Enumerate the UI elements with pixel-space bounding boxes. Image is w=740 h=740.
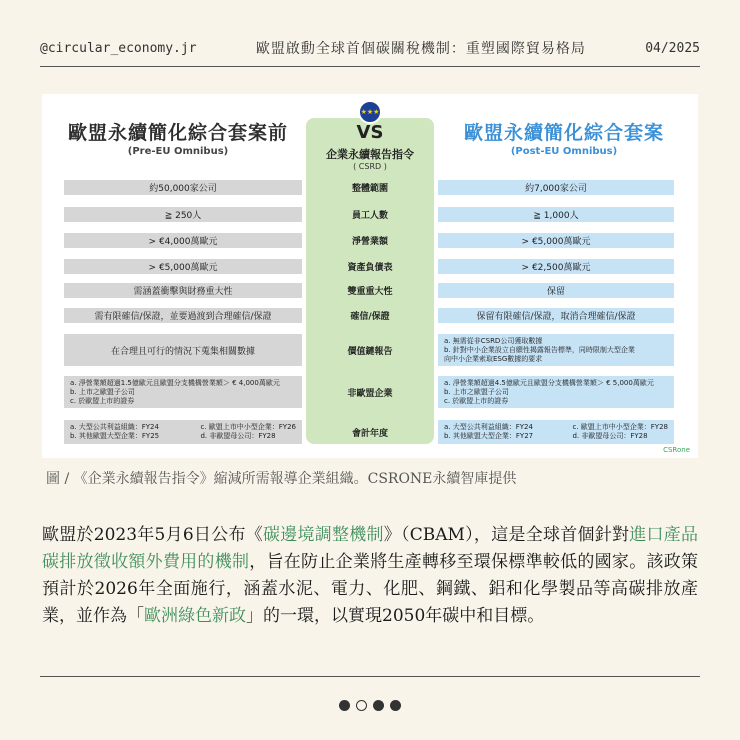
- fiscal-right-line: a. 大型公共利益組織：FY24: [444, 423, 533, 431]
- row-scope-left: 約50,000家公司: [64, 180, 302, 195]
- eu-flag-icon: ★★★: [358, 100, 382, 124]
- row-fiscal-right: [438, 420, 674, 444]
- row-materiality-right: 保留: [438, 283, 674, 298]
- post-header: [40, 36, 700, 60]
- post-title: 歐盟啟動全球首個碳關稅機制：重塑國際貿易格局: [255, 41, 586, 57]
- row-non-eu-right: [438, 376, 674, 408]
- row-materiality-left: 需涵蓋衝擊與財務重大性: [64, 283, 302, 298]
- row-employees-left: ≧ 250人: [64, 207, 302, 222]
- row-value-chain-right: [438, 334, 674, 366]
- page-dot-3[interactable]: [373, 700, 384, 711]
- pagination-dots: [0, 700, 740, 711]
- vs-label: VS: [356, 122, 384, 143]
- page-dot-1[interactable]: [339, 700, 350, 711]
- post-omnibus-subtitle: (Post-EU Omnibus): [510, 146, 618, 157]
- row-scope-right: 約7,000家公司: [438, 180, 674, 195]
- row-assurance-left: 需有限確信/保證，並要過渡到合理確信/保證: [64, 308, 302, 323]
- fiscal-right-line: d. 非歐盟母公司：FY28: [572, 432, 648, 440]
- row-non-eu-left: [64, 376, 302, 408]
- row-turnover-left: > €4,000萬歐元: [64, 233, 302, 248]
- row-turnover-center: 淨營業額: [351, 237, 388, 247]
- comparison-figure: [42, 94, 698, 458]
- row-fiscal-center: 會計年度: [351, 428, 388, 439]
- page-dot-2-current[interactable]: [356, 700, 367, 711]
- row-balance-right: > €2,500萬歐元: [438, 259, 674, 274]
- fiscal-left-line: d. 非歐盟母公司：FY28: [200, 432, 276, 440]
- body-text-segment: 》（CBAM），這是全球首個針對: [383, 525, 630, 545]
- non-eu-right-line: b. 上市之歐盟子公司: [444, 387, 509, 396]
- post-omnibus-title: 歐盟永續簡化綜合套案: [463, 122, 664, 144]
- row-value-chain-left: 在合理且可行的情況下蒐集相關數據: [64, 334, 302, 366]
- row-employees-center: 員工人數: [351, 211, 388, 221]
- fiscal-left-line: c. 歐盟上市中小型企業：FY26: [200, 423, 296, 431]
- row-materiality-center: 雙重重大性: [347, 287, 393, 297]
- non-eu-right-line: c. 於歐盟上市的證券: [444, 396, 509, 405]
- non-eu-left-line: b. 上市之歐盟子公司: [70, 387, 135, 396]
- figure-caption: 圖 / 《企業永續報告指令》縮減所需報導企業組織。CSRONE永續智庫提供: [46, 471, 517, 487]
- row-assurance-right: 保留有限確信/保證，取消合理確信/保證: [438, 308, 674, 323]
- pre-omnibus-subtitle: (Pre-EU Omnibus): [127, 146, 229, 157]
- body-text-segment: 歐盟於2023年5月6日公布《: [42, 525, 263, 545]
- value-chain-right-line: a. 無需從非CSRD公司獲取數據: [444, 336, 543, 345]
- highlight-green-deal: 歐洲綠色新政: [144, 606, 246, 626]
- csrone-logo: CSRone: [663, 446, 690, 454]
- header-divider: [40, 66, 700, 67]
- csrd-abbreviation: ( CSRD ): [353, 162, 387, 171]
- row-turnover-right: > €5,000萬歐元: [438, 233, 674, 248]
- post-date: 04/2025: [645, 40, 700, 56]
- row-assurance-center: 確信/保證: [350, 312, 390, 322]
- row-value-chain-center: 價值鏈報告: [347, 346, 393, 357]
- footer-divider: [40, 676, 700, 677]
- fiscal-right-line: b. 其他歐盟大型企業：FY27: [444, 432, 534, 440]
- body-text-segment: ，旨在防止企業將生產轉移至環保標準較低的國家。該政策預計於2026年全面施行，涵蓋水泥、電力、化肥、鋼鐵、鋁和化學製品等高碳排放產業，並作為「: [42, 552, 699, 626]
- page-dot-4[interactable]: [390, 700, 401, 711]
- row-scope-center: 整體範圍: [351, 184, 388, 194]
- fiscal-left-line: b. 其他歐盟大型企業：FY25: [70, 432, 160, 440]
- csrd-name: 企業永續報告指令: [326, 148, 414, 161]
- value-chain-right-line: 向中小企業索取ESG數據的要求: [444, 354, 543, 363]
- row-fiscal-left: [64, 420, 302, 444]
- non-eu-right-line: a. 淨營業額超過4.5億歐元且歐盟分支機構營業額＞ € 5,000萬歐元: [444, 378, 654, 387]
- article-paragraph: [42, 522, 698, 630]
- fiscal-left-line: a. 大型公共利益組織：FY24: [70, 423, 159, 431]
- fiscal-right-line: c. 歐盟上市中小型企業：FY28: [572, 423, 668, 431]
- highlight-cbam: 碳邊境調整機制: [262, 525, 384, 545]
- row-non-eu-center: 非歐盟企業: [347, 388, 393, 399]
- pre-omnibus-title: 歐盟永續簡化綜合套案前: [67, 122, 288, 144]
- non-eu-left-line: a. 淨營業額超過1.5億歐元且歐盟分支機構營業額＞ € 4,000萬歐元: [70, 378, 280, 387]
- value-chain-right-line: b. 針對中小企業設立自願性揭露報告標準，同時限制大型企業: [444, 345, 635, 354]
- highlight-import-carbon-fee: 進口產品碳排放徵收額外費用的機制: [42, 525, 698, 572]
- row-balance-left: > €5,000萬歐元: [64, 259, 302, 274]
- account-handle[interactable]: @circular_economy.jr: [40, 40, 197, 56]
- row-balance-center: 資產負債表: [347, 263, 393, 273]
- row-employees-right: ≧ 1,000人: [438, 207, 674, 222]
- body-text-segment: 」的一環，以實現2050年碳中和目標。: [246, 606, 545, 626]
- non-eu-left-line: c. 於歐盟上市的證券: [70, 396, 135, 405]
